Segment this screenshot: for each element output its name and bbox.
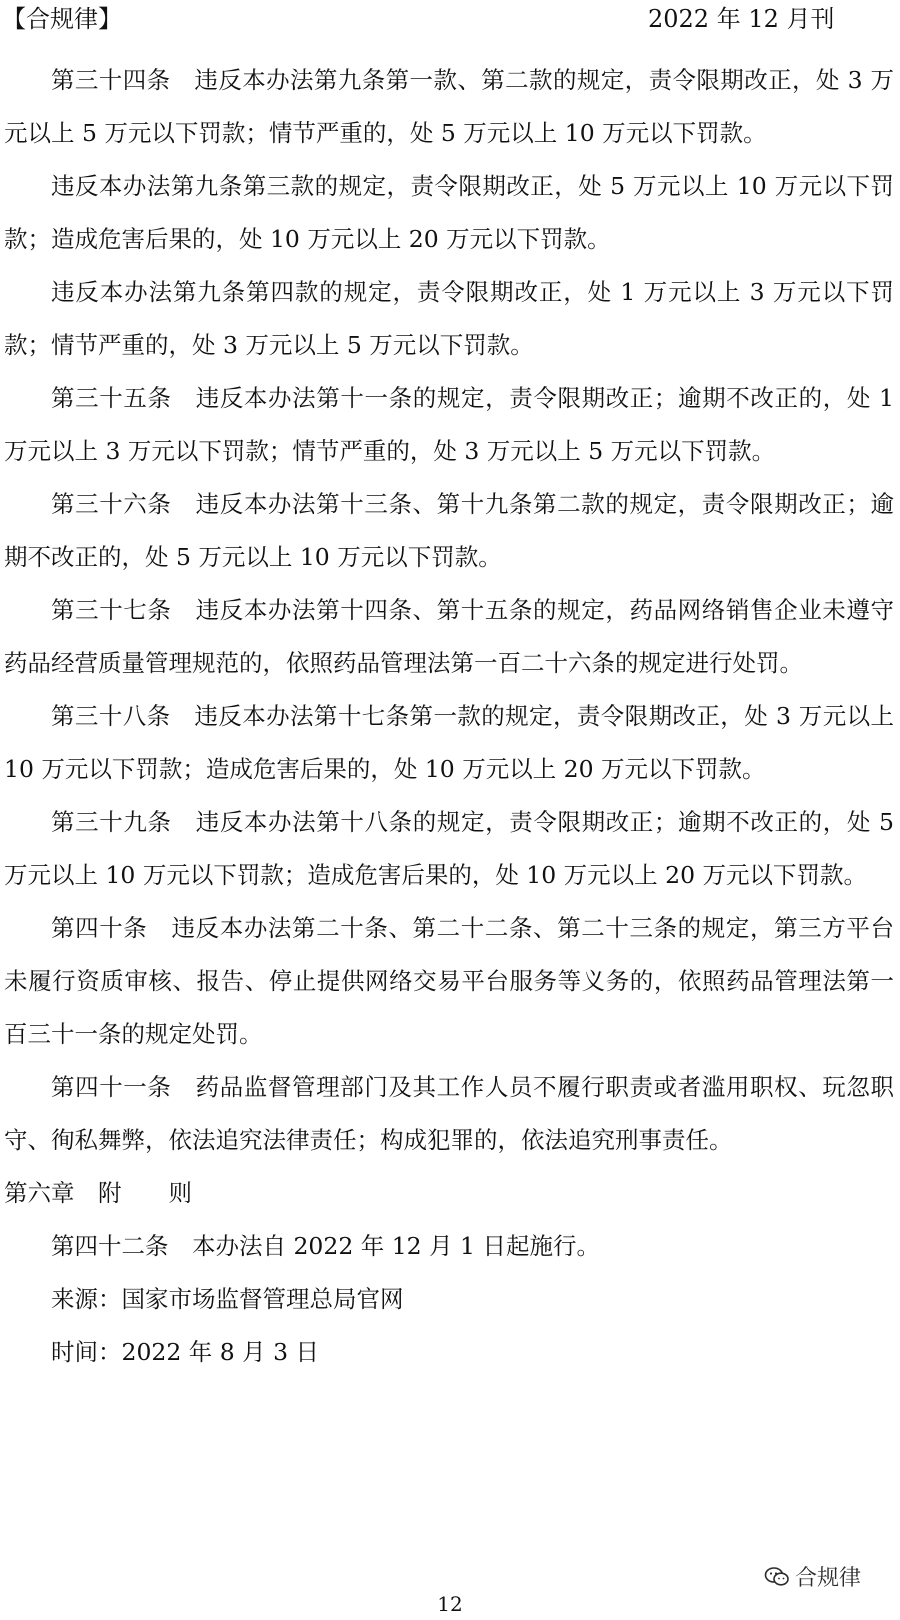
wechat-icon xyxy=(764,1566,790,1588)
paragraph-article-41: 第四十一条 药品监督管理部门及其工作人员不履行职责或者滥用职权、玩忽职守、徇私舞弊，依法追究法律责任；构成犯罪的，依法追究刑事责任。 xyxy=(4,1073,894,1154)
paragraph-article-34-clause-3: 违反本办法第九条第三款的规定，责令限期改正，处 5 万元以上 10 万元以下罚款；造成危害后果的，处 10 万元以上 20 万元以下罚款。 xyxy=(4,172,894,253)
wechat-watermark xyxy=(764,1561,861,1592)
paragraph-article-38: 第三十八条 违反本办法第十七条第一款的规定，责令限期改正，处 3 万元以上 10 万元以下罚款；造成危害后果的，处 10 万元以上 20 万元以下罚款。 xyxy=(4,702,894,783)
paragraph-article-34-clause-4: 违反本办法第九条第四款的规定，责令限期改正，处 1 万元以上 3 万元以下罚款；情节严重的，处 3 万元以上 5 万元以下罚款。 xyxy=(4,278,894,359)
paragraph-article-35: 第三十五条 违反本办法第十一条的规定，责令限期改正；逾期不改正的，处 1 万元以上 3 万元以下罚款；情节严重的，处 3 万元以上 5 万元以下罚款。 xyxy=(4,384,894,465)
watermark-label: 合规律 xyxy=(795,1566,862,1591)
document-body xyxy=(4,54,894,1379)
paragraph-article-40: 第四十条 违反本办法第二十条、第二十二条、第二十三条的规定，第三方平台未履行资质审核、报告、停止提供网络交易平台服务等义务的，依照药品管理法第一百三十一条的规定处罚。 xyxy=(4,914,894,1048)
header-journal-name: 【合规律】 xyxy=(2,5,122,33)
paragraph-article-37: 第三十七条 违反本办法第十四条、第十五条的规定，药品网络销售企业未遵守药品经营质量管理规范的，依照药品管理法第一百二十六条的规定进行处罚。 xyxy=(4,596,894,677)
paragraph-article-34: 第三十四条 违反本办法第九条第一款、第二款的规定，责令限期改正，处 3 万元以上 5 万元以下罚款；情节严重的，处 5 万元以上 10 万元以下罚款。 xyxy=(4,66,894,147)
source-line: 来源：国家市场监督管理总局官网 xyxy=(51,1285,404,1313)
header-issue-date: 2022 年 12 月刊 xyxy=(648,5,835,33)
page-number: 12 xyxy=(437,1592,463,1616)
paragraph-article-39: 第三十九条 违反本办法第十八条的规定，责令限期改正；逾期不改正的，处 5 万元以上 10 万元以下罚款；造成危害后果的，处 10 万元以上 20 万元以下罚款。 xyxy=(4,808,894,889)
paragraph-article-36: 第三十六条 违反本办法第十三条、第十九条第二款的规定，责令限期改正；逾期不改正的，处 5 万元以上 10 万元以下罚款。 xyxy=(4,490,894,571)
chapter-heading: 第六章 附 则 xyxy=(4,1179,192,1207)
paragraph-article-42: 第四十二条 本办法自 2022 年 12 月 1 日起施行。 xyxy=(51,1232,600,1260)
date-line: 时间：2022 年 8 月 3 日 xyxy=(51,1338,320,1366)
